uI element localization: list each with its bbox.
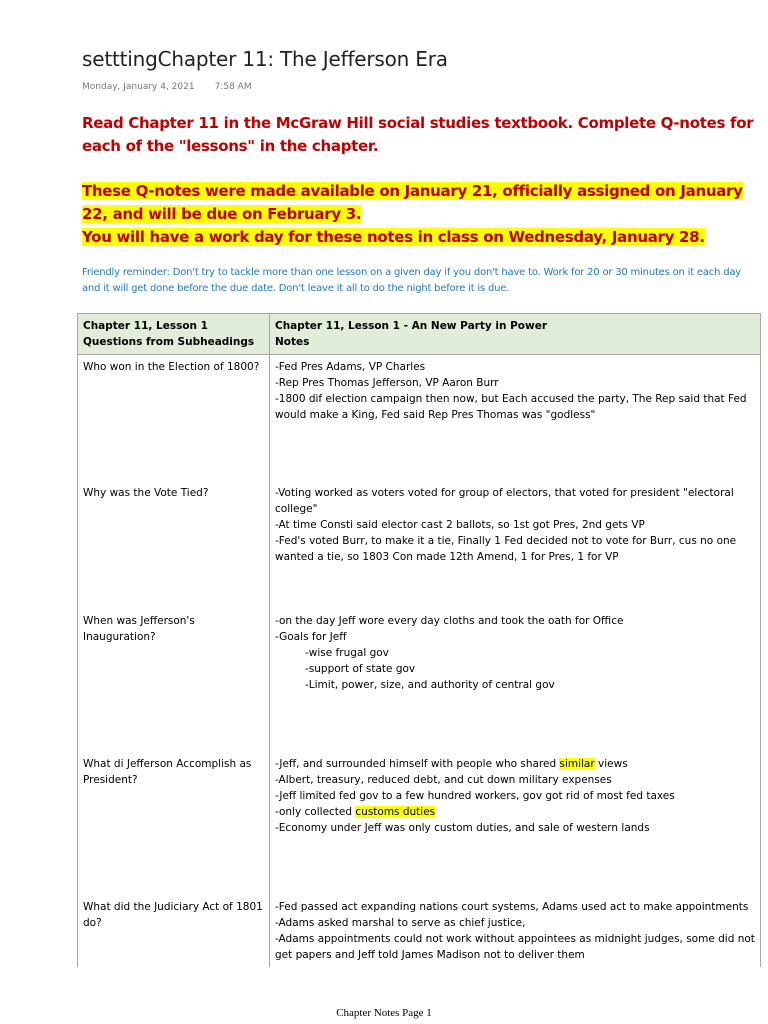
note-line: -1800 dif election campaign then now, but Each accused the party, The Rep said that Fed would make a King, Fed said Rep Pres Thomas was "godless"	[275, 393, 747, 421]
note-text: -only collected	[275, 806, 356, 818]
table-row	[78, 752, 761, 895]
note-line: -Rep Pres Thomas Jefferson, VP Aaron Burr	[275, 377, 499, 389]
note-line: -Fed Pres Adams, VP Charles	[275, 361, 426, 373]
question-cell: When was Jefferson's Inauguration?	[78, 609, 270, 752]
page-time: 7:58 AM	[214, 82, 252, 92]
highlighted-word: similar	[559, 758, 595, 770]
instruction-due-dates	[82, 180, 768, 249]
table-row	[78, 609, 761, 752]
notes-cell	[270, 355, 761, 482]
note-line: -Adams appointments could not work without appointees as midnight judges, some did not get papers and Jeff told James Madison not to deliver them	[275, 933, 755, 961]
note-line: -Jeff limited fed gov to a few hundred workers, gov got rid of most fed taxes	[275, 790, 675, 802]
notes-cell	[270, 481, 761, 609]
highlighted-work-day-text: You will have a work day for these notes in class on Wednesday, January 28.	[82, 228, 705, 246]
header-notes-line2: Notes	[275, 336, 310, 348]
note-line	[275, 756, 755, 772]
note-line: -Voting worked as voters voted for group of electors, that voted for president "electoral college"	[275, 487, 734, 515]
q-notes-table	[77, 313, 761, 967]
friendly-reminder: Friendly reminder: Don't try to tackle more than one lesson on a given day if you don't have to. Work for 20 or 30 minutes on it each day and it will get done before the due date. Don't leave it all to do the night before it is due.	[82, 267, 742, 294]
page-date: Monday, January 4, 2021	[82, 82, 195, 92]
note-line: -Fed passed act expanding nations court systems, Adams used act to make appointments	[275, 901, 749, 913]
table-header-row	[78, 314, 761, 355]
note-subline: -wise frugal gov	[305, 647, 389, 659]
note-line: -on the day Jeff wore every day cloths and took the oath for Office	[275, 615, 624, 627]
table-row	[78, 355, 761, 482]
question-cell: What did the Judiciary Act of 1801 do?	[78, 895, 270, 967]
table-row	[78, 895, 761, 967]
highlighted-word: customs duties	[355, 806, 436, 818]
header-questions-line1: Chapter 11, Lesson 1	[83, 320, 208, 332]
notes-cell	[270, 752, 761, 895]
note-line: -At time Consti said elector cast 2 ballots, so 1st got Pres, 2nd gets VP	[275, 519, 645, 531]
header-questions-line2: Questions from Subheadings	[83, 336, 255, 348]
page-footer: Chapter Notes Page 1	[336, 1007, 432, 1019]
note-line: -Economy under Jeff was only custom duties, and sale of western lands	[275, 822, 650, 834]
note-text: views	[594, 758, 628, 770]
header-notes-line1: Chapter 11, Lesson 1 - An New Party in Power	[275, 320, 548, 332]
note-line: -Albert, treasury, reduced debt, and cut down military expenses	[275, 774, 612, 786]
highlighted-due-text: These Q-notes were made available on January 21, officially assigned on January 22, and will be due on February 3.	[82, 182, 743, 223]
note-line: -Goals for Jeff	[275, 631, 347, 643]
header-notes	[270, 314, 761, 355]
note-line: -Adams asked marshal to serve as chief justice,	[275, 917, 526, 929]
question-cell: Why was the Vote Tied?	[78, 481, 270, 609]
note-subline: -Limit, power, size, and authority of central gov	[305, 679, 555, 691]
notes-cell	[270, 609, 761, 752]
page-dateline	[82, 82, 252, 92]
header-questions	[78, 314, 270, 355]
instruction-read-chapter: Read Chapter 11 in the McGraw Hill social studies textbook. Complete Q-notes for each of the "lessons" in the chapter.	[82, 114, 754, 155]
table-row	[78, 481, 761, 609]
question-cell: Who won in the Election of 1800?	[78, 355, 270, 482]
question-cell: What di Jefferson Accomplish as President?	[78, 752, 270, 895]
page-title: setttingChapter 11: The Jefferson Era	[82, 47, 448, 71]
notes-cell	[270, 895, 761, 967]
note-line	[275, 804, 755, 820]
note-line: -Fed's voted Burr, to make it a tie, Finally 1 Fed decided not to vote for Burr, cus no one wanted a tie, so 1803 Con made 12th Amend, 1 for Pres, 1 for VP	[275, 535, 737, 563]
note-text: -Jeff, and surrounded himself with people who shared	[275, 758, 560, 770]
note-subline: -support of state gov	[305, 663, 416, 675]
